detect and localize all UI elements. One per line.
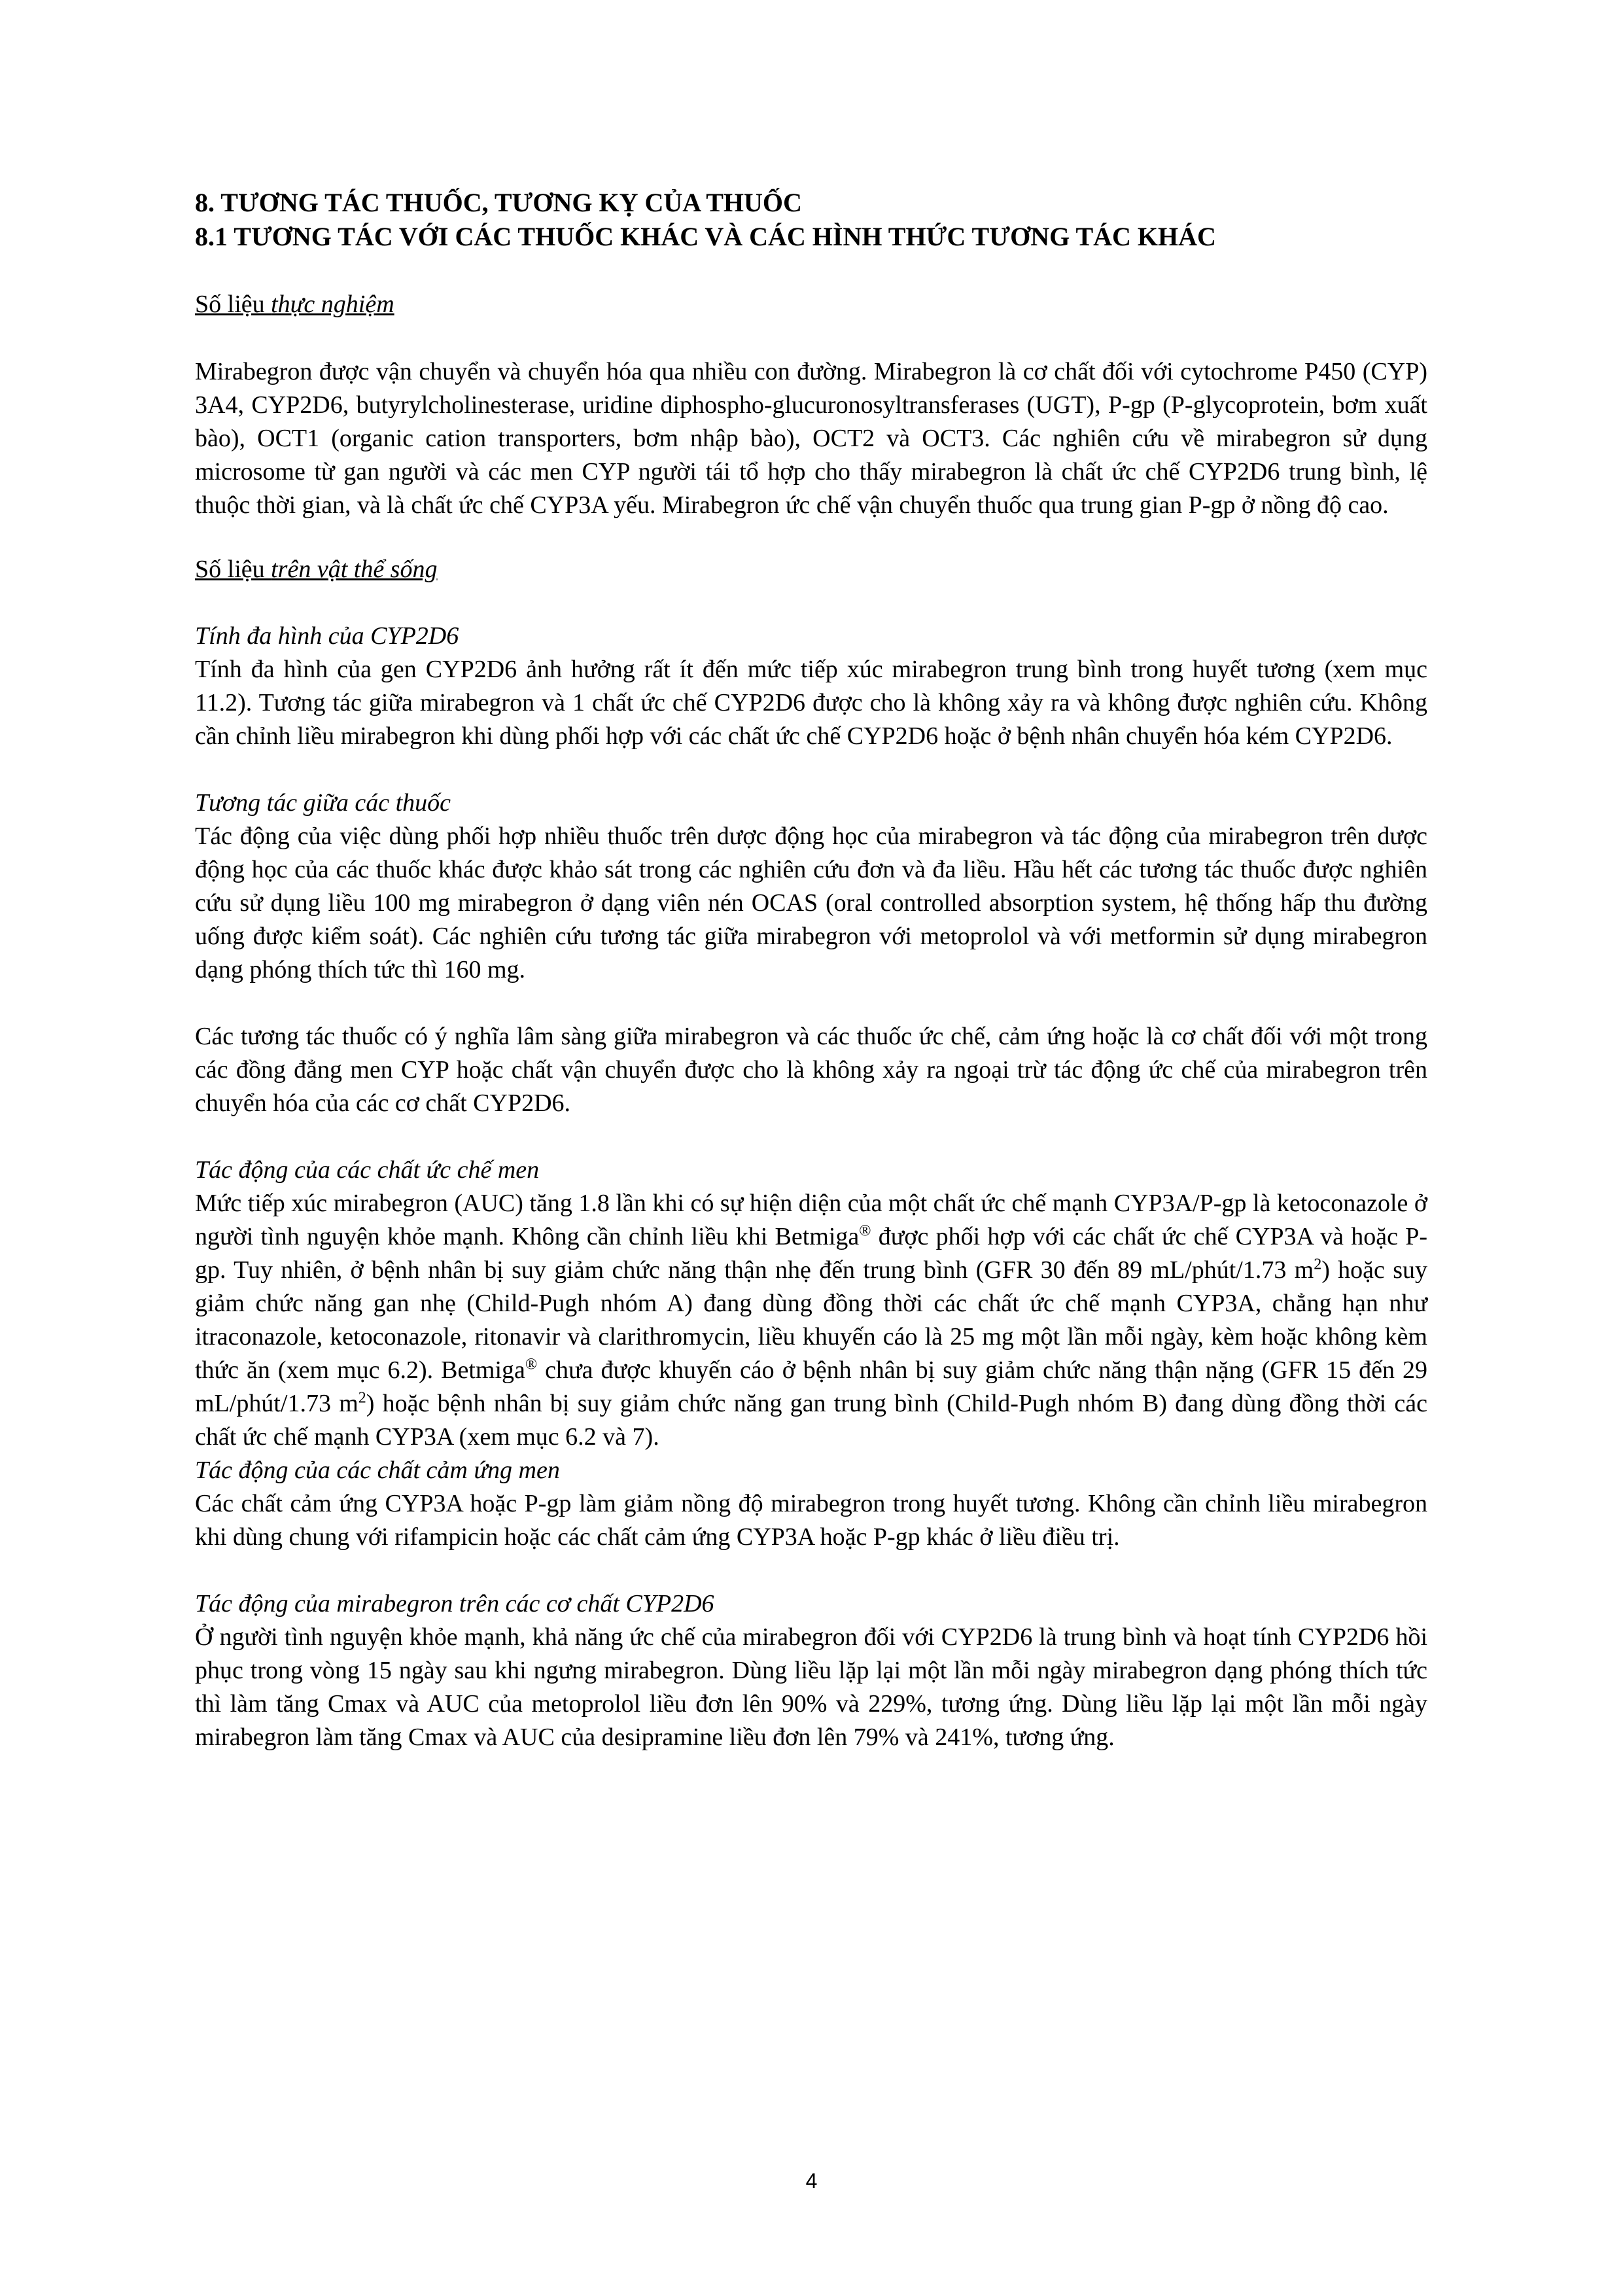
superscript-two: 2: [358, 1389, 366, 1407]
registered-mark: ®: [525, 1356, 538, 1373]
inhibitors-text-2: được phối hợp với các chất ức chế CYP3A và hoặc P-gp. Tuy nhiên, ở bệnh nhân bị suy giảm chức năng thận nhẹ đến trung bình (GFR 30 đến 89 mL/phút/1.73 m: [195, 1223, 1427, 1284]
section-heading: 8. TƯƠNG TÁC THUỐC, TƯƠNG KỴ CỦA THUỐC: [195, 188, 802, 217]
page-content: [195, 186, 1427, 1754]
registered-mark: ®: [859, 1222, 871, 1240]
enzyme-inhibitors-paragraph: [195, 1187, 1427, 1454]
cyp2d6-substrates-paragraph: Ở người tình nguyện khỏe mạnh, khả năng ức chế của mirabegron đối với CYP2D6 là trung bình và hoạt tính CYP2D6 hồi phục trong vòng 15 ngày sau khi ngưng mirabegron. Dùng liều lặp lại một lần mỗi ngày mirabegron dạng phóng thích tức thì làm tăng Cmax và AUC của metoprolol liều đơn lên 90% và 229%, tương ứng. Dùng liều lặp lại một lần mỗi ngày mirabegron làm tăng Cmax và AUC của desipramine liều đơn lên 79% và 241%, tương ứng.: [195, 1623, 1427, 1751]
in-vitro-label-italic: thực nghiệm: [271, 291, 394, 318]
in-vitro-paragraph: Mirabegron được vận chuyển và chuyển hóa qua nhiều con đường. Mirabegron là cơ chất đối với cytochrome P450 (CYP) 3A4, CYP2D6, butyrylcholinesterase, uridine diphospho-glucuronosyltransferases (UGT), P-gp (P-glycoprotein, bơm xuất bào), OCT1 (organic cation transporters, bơm nhập bào), OCT2 và OCT3. Các nghiên cứu về mirabegron sử dụng microsome từ gan người và các men CYP người tái tổ hợp cho thấy mirabegron là chất ức chế CYP2D6 trung bình, lệ thuộc thời gian, và là chất ức chế CYP3A yếu. Mirabegron ức chế vận chuyển thuốc qua trung gian P-gp ở nồng độ cao.: [195, 358, 1427, 519]
in-vivo-label: [195, 553, 1427, 586]
drug-interactions-paragraph-1: Tác động của việc dùng phối hợp nhiều thuốc trên dược động học của mirabegron và tác động của mirabegron trên dược động học của các thuốc khác được khảo sát trong các nghiên cứu đơn và đa liều. Hầu hết các tương tác thuốc được nghiên cứu sử dụng liều 100 mg mirabegron ở dạng viên nén OCAS (oral controlled absorption system, hệ thống hấp thu đường uống được kiểm soát). Các nghiên cứu tương tác giữa mirabegron với metoprolol và với metformin sử dụng mirabegron dạng phóng thích tức thì 160 mg.: [195, 822, 1427, 983]
inhibitors-text-5: ) hoặc bệnh nhân bị suy giảm chức năng gan trung bình (Child-Pugh nhóm B) đang dùng đồng thời các chất ức chế mạnh CYP3A (xem mục 6.2 và 7).: [195, 1390, 1428, 1451]
in-vivo-label-italic: trên vật thể sống: [271, 556, 438, 583]
enzyme-inducers-paragraph: Các chất cảm ứng CYP3A hoặc P-gp làm giảm nồng độ mirabegron trong huyết tương. Không cần chỉnh liều mirabegron khi dùng chung với rifampicin hoặc các chất cảm ứng CYP3A hoặc P-gp khác ở liều điều trị.: [195, 1490, 1427, 1551]
inhibitors-text-1: Mức tiếp xúc mirabegron (AUC) tăng 1.8 lần khi có sự hiện diện của một chất ức chế mạnh CYP3A/P-gp là ketoconazole ở người tình nguyện khỏe mạnh. Không cần chỉnh liều khi Betmiga: [195, 1190, 1427, 1250]
page-number: 4: [805, 2169, 818, 2193]
cyp2d6-substrates-title: Tác động của mirabegron trên các cơ chất CYP2D6: [195, 1590, 714, 1617]
subsection-heading: 8.1 TƯƠNG TÁC VỚI CÁC THUỐC KHÁC VÀ CÁC HÌNH THỨC TƯƠNG TÁC KHÁC: [195, 222, 1216, 251]
in-vitro-label-plain: Số liệu: [195, 291, 271, 318]
inhibitors-text-4: chưa được khuyến cáo ở bệnh nhân bị suy giảm chức năng thận nặng (GFR 15 đến 29 mL/phút/1.73 m: [195, 1356, 1427, 1417]
inhibitors-text-3: ) hoặc suy giảm chức năng gan nhẹ (Child-Pugh nhóm A) đang dùng đồng thời các chất ức chế mạnh CYP3A, chẳng hạn như itraconazole, ketoconazole, ritonavir và clarithromycin, liều khuyến cáo là 25 mg một lần mỗi ngày, kèm hoặc không kèm thức ăn (xem mục 6.2). Betmiga: [195, 1256, 1427, 1384]
drug-interactions-title: Tương tác giữa các thuốc: [195, 789, 451, 817]
drug-interactions-paragraph-2: Các tương tác thuốc có ý nghĩa lâm sàng giữa mirabegron và các thuốc ức chế, cảm ứng hoặc là cơ chất đối với một trong các đồng đẳng men CYP hoặc chất vận chuyển được cho là không xảy ra ngoại trừ tác động ức chế của mirabegron trên chuyển hóa của các cơ chất CYP2D6.: [195, 1023, 1427, 1117]
polymorphism-paragraph: Tính đa hình của gen CYP2D6 ảnh hưởng rất ít đến mức tiếp xúc mirabegron trung bình trong huyết tương (xem mục 11.2). Tương tác giữa mirabegron và 1 chất ức chế CYP2D6 được cho là không xảy ra và không được nghiên cứu. Không cần chỉnh liều mirabegron khi dùng phối hợp với các chất ức chế CYP2D6 hoặc ở bệnh nhân chuyển hóa kém CYP2D6.: [195, 656, 1427, 750]
in-vitro-label: [195, 288, 1427, 321]
enzyme-inhibitors-title: Tác động của các chất ức chế men: [195, 1156, 540, 1184]
polymorphism-title: Tính đa hình của CYP2D6: [195, 622, 459, 650]
in-vivo-label-plain: Số liệu: [195, 556, 271, 583]
superscript-two: 2: [1314, 1256, 1322, 1273]
enzyme-inducers-title: Tác động của các chất cảm ứng men: [195, 1457, 560, 1484]
